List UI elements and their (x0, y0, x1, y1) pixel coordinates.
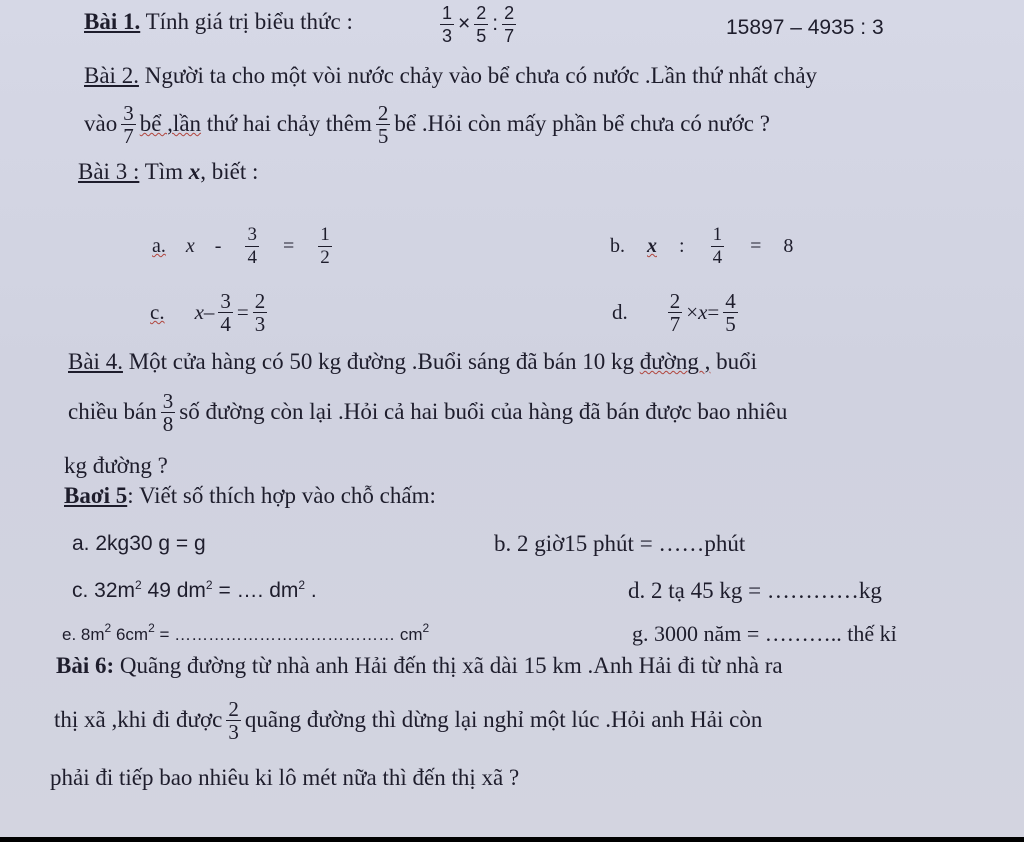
bai1-expression-2: 15897 – 4935 : 3 (726, 16, 884, 39)
bai5-c (72, 577, 317, 605)
bai6-fraction (226, 698, 241, 743)
bai3-d-eq: = (707, 300, 720, 324)
denominator: 7 (504, 26, 515, 46)
bai4-line-2 (68, 384, 787, 440)
denominator: 3 (442, 26, 453, 46)
bai5-e-exp2: 2 (148, 621, 155, 635)
bai3-b-label: b. (610, 235, 625, 257)
numerator: 1 (320, 223, 330, 245)
bai6-text-1: Quãng đường từ nhà anh Hải đến thị xã dài 15 km .Anh Hải đi từ nhà ra (119, 653, 783, 678)
bai5-c-exp2: 2 (205, 578, 213, 592)
bai3-c-eq: = (236, 300, 249, 324)
bai6-text-2a: thị xã ,khi đi được (54, 707, 223, 732)
bai6-text-2b: quãng đường thì dừng lại nghỉ một lúc .Hỏi anh Hải còn (244, 707, 763, 732)
numerator: 2 (377, 100, 389, 125)
bai3-var: x (188, 159, 201, 184)
bai5-c-post: = …. dm (212, 579, 299, 602)
bai1-text: Tính giá trị biểu thức : (145, 9, 353, 34)
bai3-c-fraction-1 (218, 290, 233, 335)
bai4-fraction (161, 390, 176, 435)
bai5-c-mid: 49 dm (141, 579, 206, 602)
numerator: 3 (247, 223, 257, 245)
bai5-e-post: = ………………………………… cm (154, 625, 423, 644)
numerator: 3 (162, 388, 174, 413)
bai5-c-exp1: 2 (135, 578, 142, 592)
bai4-line-1 (68, 348, 757, 376)
bai5-title (64, 482, 436, 510)
bai5-c-pre: c. 32m (72, 579, 136, 602)
bai2-fraction-2 (376, 102, 391, 147)
numerator: 1 (712, 223, 723, 245)
bai5-label: Baơi 5 (64, 483, 128, 508)
bai3-c (150, 282, 271, 342)
bai1-op2: : (492, 12, 499, 36)
bai4-text-1a: Một cửa hàng có 50 kg đường .Buổi sáng đã bán 10 kg (128, 349, 635, 374)
bai3-text: Tìm (144, 159, 184, 184)
denominator: 7 (669, 311, 681, 336)
numerator: 2 (228, 696, 239, 721)
bai1-expression-1 (436, 2, 520, 47)
bai5-d: d. 2 tạ 45 kg = …………kg (628, 578, 882, 603)
bai3-d-label: d. (612, 300, 628, 324)
numerator: 1 (442, 3, 453, 23)
numerator: 2 (504, 3, 515, 23)
bai3-d (612, 282, 742, 342)
bai3-b-op: : (679, 235, 685, 257)
bai2-fraction-1 (121, 102, 136, 147)
bai3-b (610, 218, 793, 274)
bai3-label: Bài 3 : (78, 159, 140, 184)
denominator: 4 (220, 311, 231, 336)
denominator: 5 (476, 26, 487, 46)
bai5-g: g. 3000 năm = ……….. thế kỉ (632, 621, 897, 646)
bai6-line-3: phải đi tiếp bao nhiêu ki lô mét nữa thì đến thị xã ? (50, 765, 520, 790)
bai5-c-exp3: 2 (298, 578, 306, 592)
numerator: 2 (669, 288, 681, 313)
denominator: 5 (725, 311, 736, 336)
bai1-label: Bài 1. (84, 9, 141, 34)
bai4-text-2b: số đường còn lại .Hỏi cả hai buổi của hàng đã bán được bao nhiêu (179, 399, 788, 424)
bai5-e-exp3: 2 (422, 621, 430, 635)
bai3-b-rhs: 8 (783, 235, 794, 257)
bai3-c-fraction-2 (253, 290, 268, 335)
bai4-text-2a: chiều bán (68, 399, 157, 424)
bai5-e (62, 621, 429, 649)
denominator: 8 (162, 411, 174, 436)
bai4-text-1c: buổi (716, 349, 758, 374)
bai3-c-op: – (203, 300, 215, 324)
denominator: 2 (320, 246, 330, 268)
numerator: 3 (123, 100, 134, 125)
bai3-c-label: c. (150, 300, 165, 324)
bai5-b: b. 2 giờ15 phút = ……phút (494, 531, 746, 556)
denominator: 3 (254, 311, 266, 336)
bai5-e-pre: e. 8m (62, 625, 105, 644)
bai2-mid: thứ hai chảy thêm (206, 111, 372, 136)
bai4-line-3: kg đường ? (64, 453, 168, 478)
bai5-text: : Viết số thích hợp vào chỗ chấm: (127, 483, 436, 508)
bai3-a-fraction-2 (318, 224, 332, 269)
bottom-edge (0, 837, 1024, 842)
bai2-vao: vào (84, 111, 118, 136)
bai6-label: Bài 6: (56, 653, 115, 678)
bai5-c-end: . (305, 579, 317, 602)
numerator: 2 (476, 3, 487, 23)
bai3-d-op: × (686, 300, 699, 324)
bai1-fraction-2 (474, 2, 488, 47)
bai1-fraction-3 (502, 2, 516, 47)
bai6-line-2 (54, 690, 762, 750)
denominator: 7 (123, 123, 134, 148)
bai3-text2: , biết : (200, 159, 259, 184)
bai3-d-x: x (698, 300, 708, 324)
bai3-d-fraction-2 (723, 290, 738, 335)
denominator: 4 (712, 246, 723, 268)
denominator: 3 (228, 719, 239, 744)
bai3-b-eq: = (750, 235, 762, 257)
numerator: 2 (254, 288, 266, 313)
bai2-line-1 (84, 62, 817, 90)
bai1-op1: × (458, 12, 471, 36)
numerator: 4 (725, 288, 736, 313)
bai2-line-2 (84, 96, 770, 152)
denominator: 5 (377, 123, 389, 148)
bai3-a-eq: = (282, 235, 295, 257)
bai3-title (78, 158, 258, 186)
bai3-d-fraction-1 (668, 290, 683, 335)
bai2-label: Bài 2. (84, 63, 139, 88)
bai3-c-x: x (194, 300, 204, 324)
bai3-b-fraction-1 (711, 224, 725, 269)
bai4-label: Bài 4. (68, 349, 123, 374)
bai3-a-op: - (214, 235, 222, 257)
bai2-be-lan: bể ,lần (139, 111, 202, 136)
bai3-a-label: a. (152, 235, 166, 257)
bai3-b-x: x (647, 235, 657, 257)
bai5-a: a. 2kg30 g = g (72, 532, 206, 555)
bai2-text-1: Người ta cho một vòi nước chảy vào bể chưa có nước .Lần thứ nhất chảy (144, 63, 818, 88)
bai3-a-fraction-1 (245, 224, 259, 269)
bai1-fraction-1 (440, 2, 454, 47)
bai2-end: bể .Hỏi còn mấy phần bể chưa có nước ? (394, 111, 770, 136)
bai3-a-x: x (185, 235, 195, 257)
numerator: 3 (220, 288, 231, 313)
denominator: 4 (247, 246, 257, 268)
bai5-e-mid: 6cm (111, 625, 149, 644)
bai3-a (152, 218, 336, 274)
bai4-text-1b: đường , (639, 349, 711, 374)
bai6-line-1 (56, 652, 783, 680)
bai1-row (84, 8, 353, 36)
bai5-e-exp1: 2 (104, 621, 112, 635)
